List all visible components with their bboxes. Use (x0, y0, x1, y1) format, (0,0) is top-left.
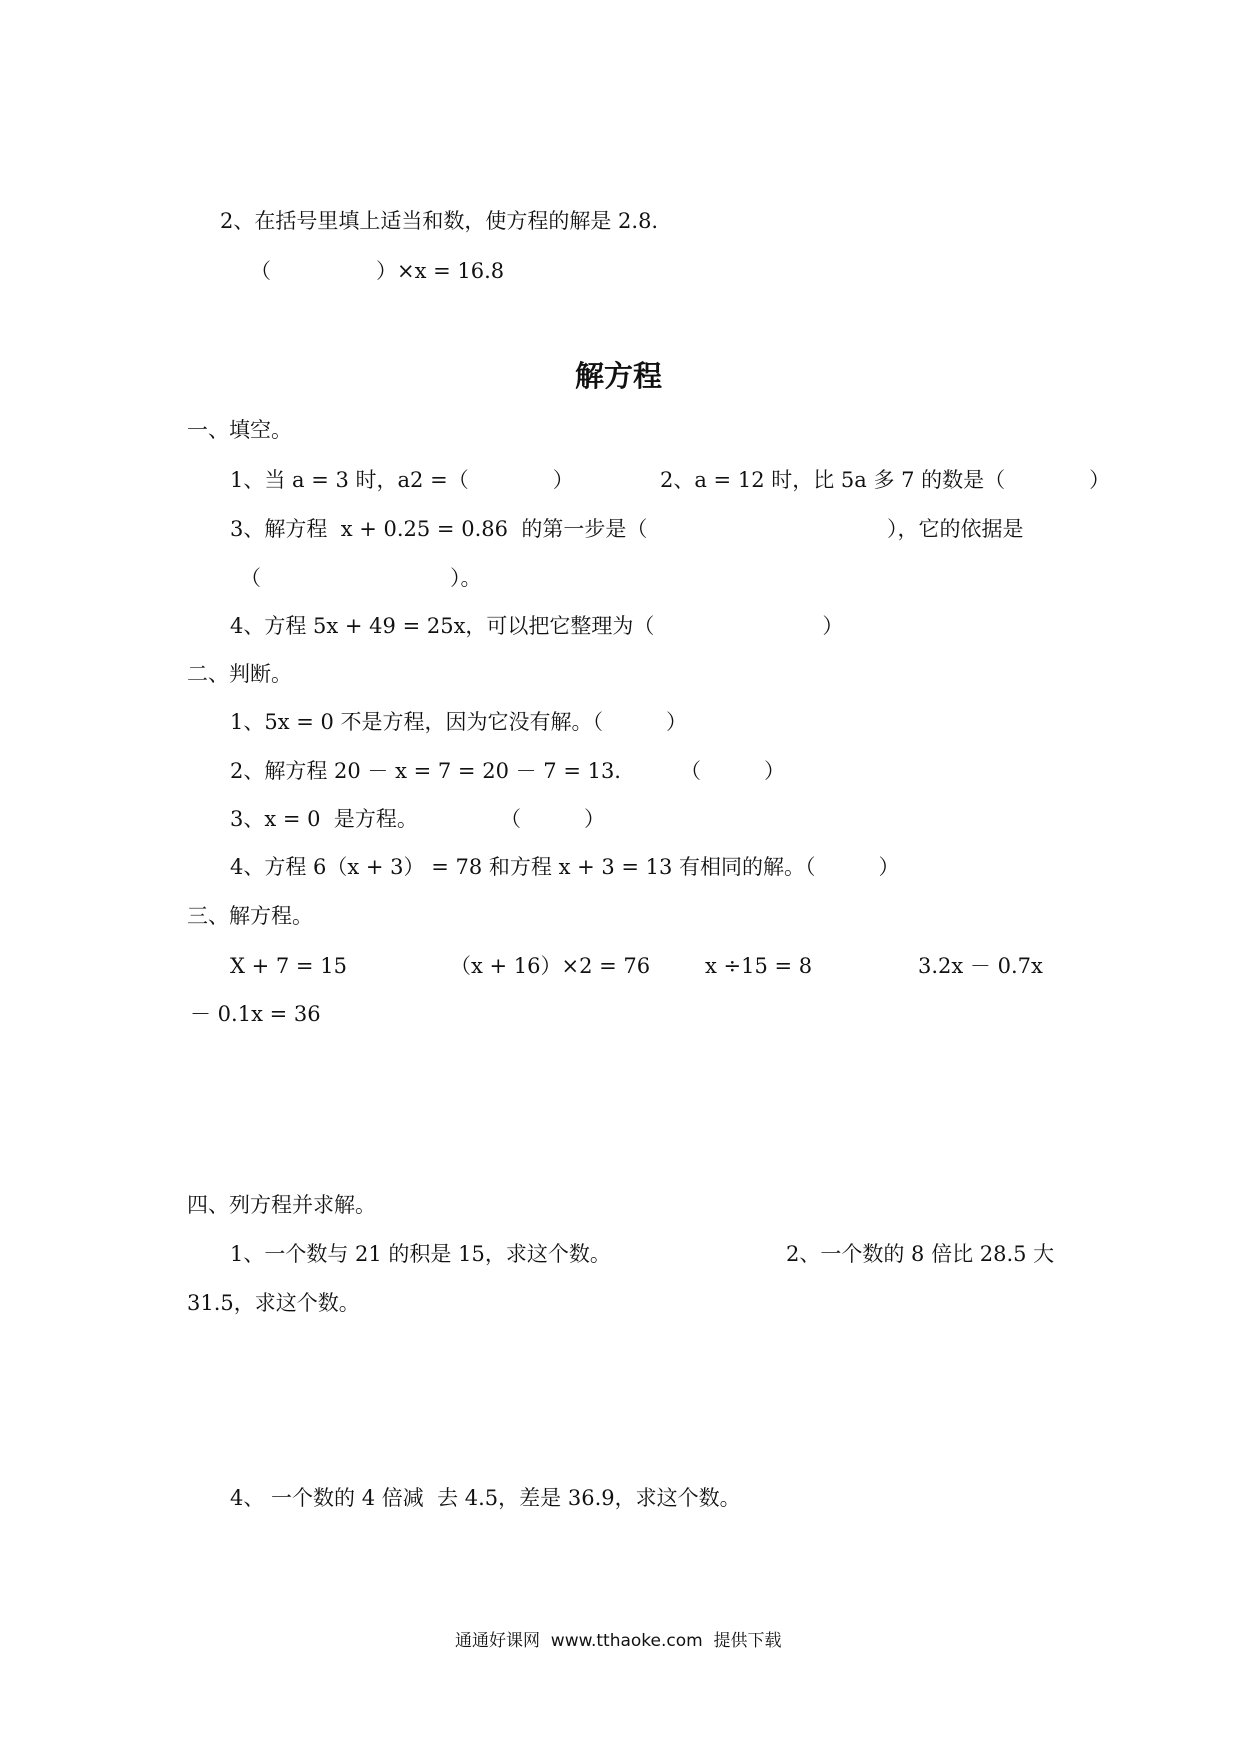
fill-blank-q3-line1-end: ），它的依据是 (887, 517, 1024, 541)
word-problem-q2-line1: 2、一个数的 8 倍比 28.5 大 (786, 1242, 1055, 1266)
fill-blank-q3-line2: （ ）。 (240, 566, 482, 590)
judge-q2-paren: （ ） (680, 759, 785, 783)
judge-q1: 1、5x = 0 不是方程，因为它没有解。（ ） (230, 710, 688, 734)
footer-text: 通通好课网 www.tthaoke.com 提供下载 (455, 1631, 782, 1651)
fill-blank-q3-line1: 3、解方程 x + 0.25 = 0.86 的第一步是（ (230, 517, 648, 541)
judge-q2: 2、解方程 20 － x = 7 = 20 － 7 = 13. (230, 759, 621, 783)
equation-1: X + 7 = 15 (230, 954, 347, 978)
judge-q3-paren: （ ） (500, 807, 605, 831)
equation-2: （x + 16）×2 = 76 (450, 954, 651, 978)
section-1-heading: 一、填空。 (187, 418, 292, 442)
word-problem-q1: 1、一个数与 21 的积是 15，求这个数。 (230, 1242, 611, 1266)
judge-q4: 4、方程 6（x + 3） = 78 和方程 x + 3 = 13 有相同的解。（ ） (230, 855, 900, 879)
judge-q3: 3、x = 0 是方程。 (230, 807, 418, 831)
intro-question-2: 2、在括号里填上适当和数，使方程的解是 2.8. (220, 209, 659, 233)
equation-4-part2: － 0.1x = 36 (190, 1002, 321, 1026)
section-4-heading: 四、列方程并求解。 (187, 1193, 376, 1217)
page-title: 解方程 (575, 359, 663, 393)
section-2-heading: 二、判断。 (187, 662, 292, 686)
fill-blank-q4: 4、方程 5x + 49 = 25x，可以把它整理为（ ） (230, 614, 844, 638)
fill-blank-q2: 2、a = 12 时，比 5a 多 7 的数是（ ） (660, 468, 1111, 492)
section-3-heading: 三、解方程。 (187, 904, 313, 928)
fill-blank-q1: 1、当 a = 3 时，a2 =（ ） (230, 468, 574, 492)
intro-equation: （ ）×x = 16.8 (250, 259, 505, 283)
equation-4-part1: 3.2x － 0.7x (918, 954, 1043, 978)
equation-3: x ÷15 = 8 (705, 954, 813, 978)
word-problem-q4: 4、 一个数的 4 倍减 去 4.5，差是 36.9，求这个数。 (230, 1486, 741, 1510)
word-problem-q2-line2: 31.5，求这个数。 (187, 1291, 360, 1315)
